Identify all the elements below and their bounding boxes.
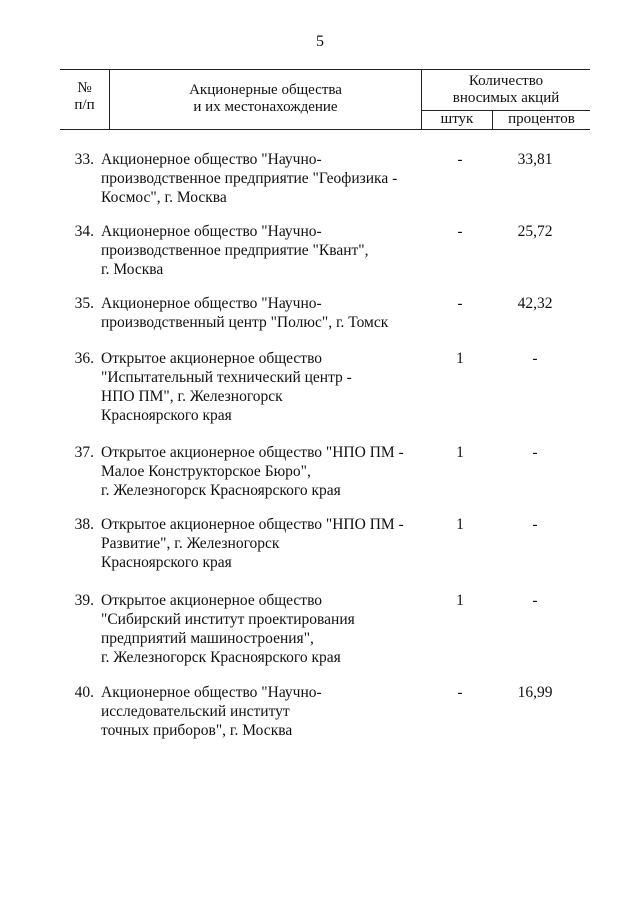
row-company-line: Открытое акционерное общество <box>101 592 323 609</box>
row-company-line: Акционерное общество "Научно- <box>101 223 322 240</box>
row-number: 38. <box>74 516 94 533</box>
header-num-line: п/п <box>74 97 95 113</box>
row-pieces: - <box>457 151 463 168</box>
row-company-line: предприятий машиностроения", <box>101 630 314 647</box>
row-company-line: Космос", г. Москва <box>101 189 227 206</box>
row-company-line: производственный центр "Полюс", г. Томск <box>101 314 389 331</box>
row-pieces: - <box>457 684 463 701</box>
header-quantity <box>422 73 590 107</box>
row-pieces: 1 <box>456 350 464 367</box>
row-company <box>101 294 441 332</box>
row-number: 33. <box>74 151 94 168</box>
header-num-line: № <box>77 80 92 96</box>
row-company-line: Акционерное общество "Научно- <box>101 151 322 168</box>
row-company <box>101 591 441 667</box>
header-company-line: и их местонахождение <box>193 99 338 115</box>
header-percent: процентов <box>508 111 575 127</box>
row-number: 40. <box>74 684 94 701</box>
row-company-line: Акционерное общество "Научно- <box>101 295 322 312</box>
row-company-line: "Испытательный технический центр - <box>101 369 352 386</box>
row-percent: - <box>532 592 538 609</box>
row-company <box>101 349 441 425</box>
table-row <box>60 349 590 429</box>
row-percent: 16,99 <box>517 684 553 701</box>
header-company <box>110 82 421 116</box>
row-percent: 25,72 <box>517 223 553 240</box>
row-company-line: Красноярского края <box>101 407 232 424</box>
row-company-line: Малое Конструкторское Бюро", <box>101 463 311 480</box>
table-row <box>60 515 590 595</box>
row-company-line: НПО ПМ", г. Железногорск <box>101 388 283 405</box>
row-company-line: г. Москва <box>101 261 164 278</box>
table-row <box>60 222 590 302</box>
row-company-line: производственное предприятие "Квант", <box>101 242 369 259</box>
row-percent: - <box>532 350 538 367</box>
row-company-line: "Сибирский институт проектирования <box>101 611 355 628</box>
row-company-line: Открытое акционерное общество <box>101 350 323 367</box>
row-number: 39. <box>74 592 94 609</box>
table-row <box>60 683 590 763</box>
header-quantity-line: Количество <box>468 73 544 89</box>
table-row <box>60 150 590 230</box>
row-pieces: - <box>457 223 463 240</box>
header-pieces: штук <box>440 111 474 127</box>
row-pieces: 1 <box>456 592 464 609</box>
table-row <box>60 591 590 671</box>
row-company <box>101 222 441 279</box>
header-num <box>60 80 109 114</box>
header-bottom-rule <box>60 129 590 130</box>
row-number: 34. <box>74 223 94 240</box>
row-company <box>101 683 441 740</box>
row-number: 35. <box>74 295 94 312</box>
row-percent: 42,32 <box>517 295 553 312</box>
row-percent: 33,81 <box>517 151 553 168</box>
row-company <box>101 515 441 572</box>
row-pieces: - <box>457 295 463 312</box>
row-company-line: точных приборов", г. Москва <box>101 722 293 739</box>
table-row <box>60 443 590 523</box>
row-company-line: Открытое акционерное общество "НПО ПМ - <box>101 444 404 461</box>
row-company-line: исследовательский институт <box>101 703 290 720</box>
row-company <box>101 443 441 500</box>
row-company-line: г. Железногорск Красноярского края <box>101 482 341 499</box>
row-pieces: 1 <box>456 444 464 461</box>
row-company <box>101 150 441 207</box>
header-quantity-line: вносимых акций <box>452 90 560 106</box>
row-percent: - <box>532 516 538 533</box>
row-company-line: Красноярского края <box>101 554 232 571</box>
row-company-line: Развитие", г. Железногорск <box>101 535 280 552</box>
row-percent: - <box>532 444 538 461</box>
header-top-rule <box>60 69 590 70</box>
row-pieces: 1 <box>456 516 464 533</box>
row-company-line: г. Железногорск Красноярского края <box>101 649 341 666</box>
row-company-line: производственное предприятие "Геофизика - <box>101 170 398 187</box>
row-number: 37. <box>74 444 94 461</box>
row-number: 36. <box>74 350 94 367</box>
page-number: 5 <box>316 33 324 50</box>
header-company-line: Акционерные общества <box>189 82 342 98</box>
row-company-line: Акционерное общество "Научно- <box>101 684 322 701</box>
row-company-line: Открытое акционерное общество "НПО ПМ - <box>101 516 404 533</box>
